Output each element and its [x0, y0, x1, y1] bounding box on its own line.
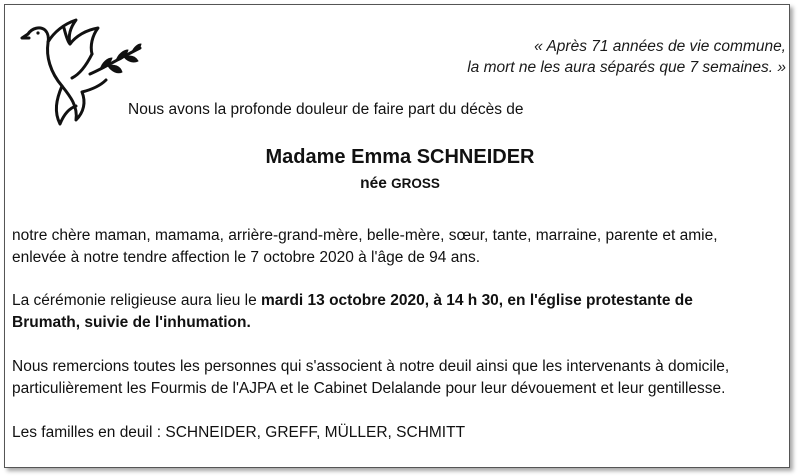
families-line: Les familles en deuil : SCHNEIDER, GREFF, MÜLLER, SCHMITT: [12, 424, 466, 441]
ceremony-line-1: [12, 290, 788, 312]
ceremony-intro: La cérémonie religieuse aura lieu le: [12, 292, 262, 309]
dove-icon: [20, 14, 144, 132]
announcement-text: Nous avons la profonde douleur de faire part du décès de: [128, 101, 524, 118]
maiden-name-line: [0, 175, 800, 193]
relationships-paragraph: [12, 225, 788, 269]
epigraph-quote: [467, 36, 786, 78]
maiden-name: GROSS: [391, 176, 440, 191]
ceremony-paragraph: [12, 290, 788, 334]
ceremony-place: Brumath, suivie de l'inhumation.: [12, 314, 251, 331]
relationships-line-2: enlevée à notre tendre affection le 7 octobre 2020 à l'âge de 94 ans.: [12, 249, 481, 266]
thanks-line-2: particulièrement les Fourmis de l'AJPA et le Cabinet Delalande pour leur dévouement et leur gentillesse.: [12, 380, 726, 397]
thanks-line-1: Nous remercions toutes les personnes qui s'associent à notre deuil ainsi que les intervenants à domicile,: [12, 358, 730, 375]
relationships-line-1: notre chère maman, mamama, arrière-grand-mère, belle-mère, sœur, tante, marraine, parente et amie,: [12, 227, 718, 244]
quote-line-1: « Après 71 années de vie commune,: [534, 38, 786, 55]
thanks-paragraph: [12, 356, 788, 400]
deceased-name: Madame Emma SCHNEIDER: [265, 146, 535, 168]
quote-line-2: la mort ne les aura séparés que 7 semaines. »: [467, 59, 786, 76]
ceremony-date-time: mardi 13 octobre 2020, à 14 h 30, en l'église protestante de: [261, 292, 693, 309]
nee-prefix: née: [360, 175, 392, 192]
